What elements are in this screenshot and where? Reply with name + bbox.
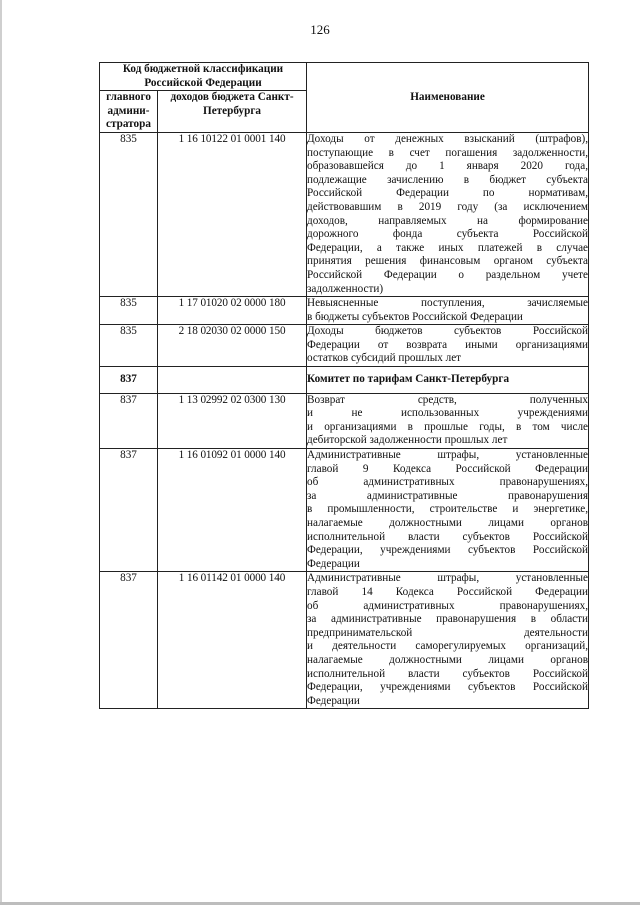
name-cell <box>307 449 589 572</box>
name-line: Возврат средств, полученных <box>307 393 589 406</box>
table-row <box>100 449 589 572</box>
name-line: в промышленности, строительстве и энергетике, <box>307 503 589 516</box>
name-line: Федерации <box>307 694 360 707</box>
name-line: Российской Федерации о раздельном учете <box>307 268 589 281</box>
header-budget-classification-code: Код бюджетной классификации Российской Федерации <box>100 63 307 91</box>
income-code-cell: 1 17 01020 02 0000 180 <box>158 297 307 325</box>
table-row <box>100 572 589 709</box>
name-line: Российской Федерации по нормативам, <box>307 187 589 200</box>
name-line: за административные правонарушения <box>307 489 589 502</box>
name-cell <box>307 367 589 394</box>
name-line: Административные штрафы, установленные <box>307 572 589 585</box>
budget-classification-table <box>99 62 589 709</box>
name-line: подлежащие зачислению в бюджет субъекта <box>307 173 589 186</box>
name-line: Невыясненные поступления, зачисляемые <box>307 297 589 310</box>
income-code-cell <box>158 367 307 394</box>
table-row <box>100 325 589 367</box>
name-line: Федерации, а также иных платежей в случае <box>307 241 589 254</box>
name-line: Доходы от денежных взысканий (штрафов), <box>307 132 589 145</box>
name-cell <box>307 297 589 325</box>
name-line: поступающие в счет погашения задолженности, <box>307 146 589 159</box>
name-line: Федерации, учреждениями субъектов Российской <box>307 681 589 694</box>
name-line: Федерации от возврата иными организациями <box>307 338 589 351</box>
page-number: 126 <box>310 22 330 37</box>
name-line: образовавшейся до 1 января 2020 года, <box>307 160 589 173</box>
income-code-cell: 1 16 01092 01 0000 140 <box>158 449 307 572</box>
admin-code-cell: 837 <box>100 367 158 394</box>
name-line: Доходы бюджетов субъектов Российской <box>307 325 589 338</box>
admin-code-cell: 837 <box>100 572 158 709</box>
name-cell <box>307 572 589 709</box>
name-line: дебиторской задолженности прошлых лет <box>307 434 508 447</box>
name-line: дорожного фонда субъекта Российской <box>307 228 589 241</box>
name-cell <box>307 393 589 448</box>
name-line: в бюджеты субъектов Российской Федерации <box>307 310 523 323</box>
table-row <box>100 132 589 296</box>
scan-edge-left <box>0 0 2 905</box>
income-code-cell: 1 13 02992 02 0300 130 <box>158 393 307 448</box>
table-body <box>100 132 589 708</box>
name-line: за административные правонарушения в области <box>307 613 589 626</box>
name-cell <box>307 325 589 367</box>
admin-code-cell: 837 <box>100 393 158 448</box>
admin-code-cell: 837 <box>100 449 158 572</box>
name-line: и деятельности саморегулируемых организаций, <box>307 640 589 653</box>
name-line: действовавшим в 2019 году (за исключением <box>307 200 589 213</box>
name-line: остатков субсидий прошлых лет <box>307 352 462 365</box>
header-name: Наименование <box>307 63 589 133</box>
name-line: исполнительной власти субъектов Российской <box>307 530 589 543</box>
income-code-cell: 1 16 01142 01 0000 140 <box>158 572 307 709</box>
name-line: Федерации, учреждениями субъектов Российской <box>307 544 589 557</box>
admin-code-cell: 835 <box>100 325 158 367</box>
name-cell <box>307 132 589 296</box>
name-line: главой 9 Кодекса Российской Федерации <box>307 462 589 475</box>
header-chief-administrator: главного админи-стратора <box>100 91 158 133</box>
table-row <box>100 393 589 448</box>
name-line: и не использованных учреждениями <box>307 407 589 420</box>
name-line: об административных правонарушениях, <box>307 599 589 612</box>
name-line: Комитет по тарифам Санкт-Петербурга <box>307 373 510 386</box>
table-row <box>100 297 589 325</box>
name-line: об административных правонарушениях, <box>307 476 589 489</box>
name-line: Федерации <box>307 557 360 570</box>
name-line: налагаемые должностными лицами органов <box>307 517 589 529</box>
income-code-cell: 2 18 02030 02 0000 150 <box>158 325 307 367</box>
admin-code-cell: 835 <box>100 297 158 325</box>
table-section-row <box>100 367 589 394</box>
name-line: и организациями в прошлые годы, в том числе <box>307 420 589 433</box>
admin-code-cell: 835 <box>100 132 158 296</box>
name-line: предпринимательской деятельности <box>307 626 589 639</box>
income-code-cell: 1 16 10122 01 0001 140 <box>158 132 307 296</box>
name-line: главой 14 Кодекса Российской Федерации <box>307 585 589 598</box>
name-line: налагаемые должностными лицами органов <box>307 653 589 666</box>
name-line: принятия решения финансовым органом субъекта <box>307 255 589 268</box>
name-line: исполнительной власти субъектов Российской <box>307 667 589 680</box>
name-line: задолженности) <box>307 282 384 295</box>
name-line: доходов, направляемых на формирование <box>307 214 589 227</box>
header-budget-income: доходов бюджета Санкт-Петербурга <box>158 91 307 133</box>
name-line: Административные штрафы, установленные <box>307 449 589 462</box>
